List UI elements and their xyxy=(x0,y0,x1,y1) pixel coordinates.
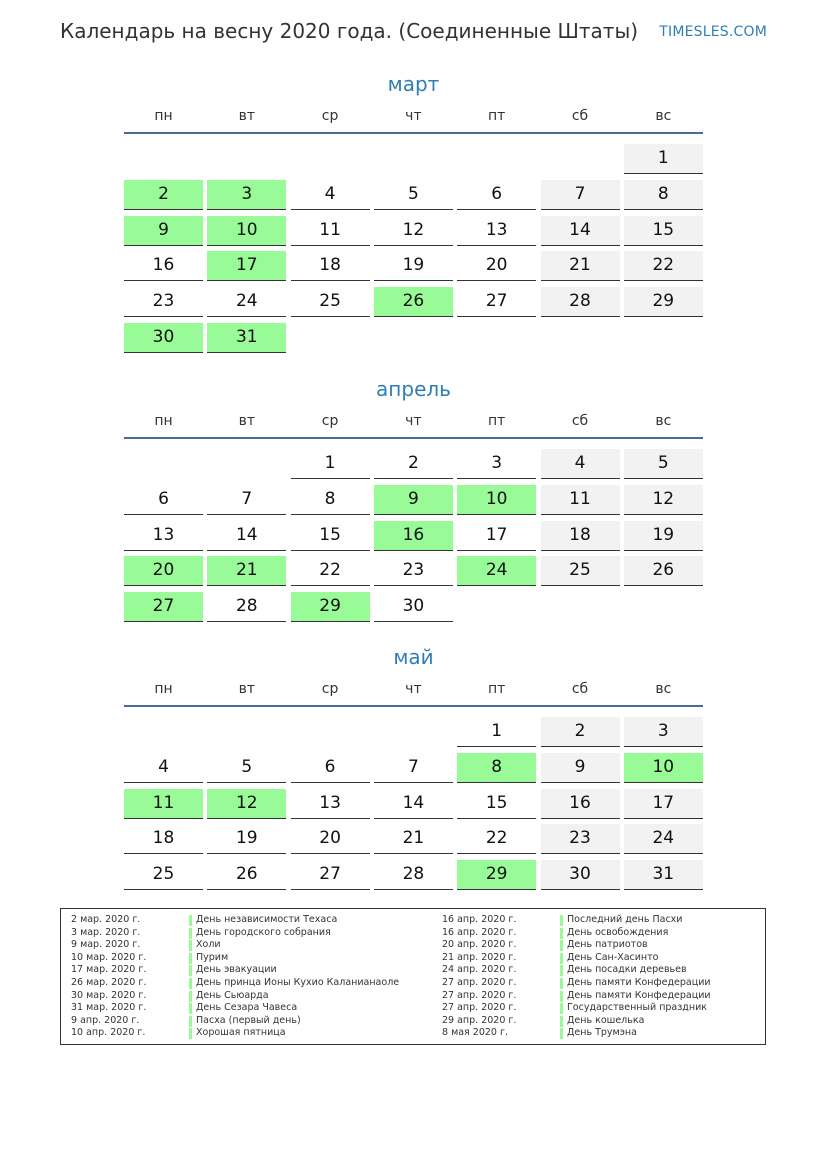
weekday-label: чт xyxy=(405,681,422,697)
day-cell[interactable]: 4 xyxy=(124,753,203,783)
day-cell[interactable]: 5 xyxy=(374,180,453,210)
day-cell[interactable]: 15 xyxy=(291,521,370,551)
weekday-label: пт xyxy=(488,108,506,124)
day-cell[interactable]: 12 xyxy=(207,789,286,819)
weekday-label: чт xyxy=(405,413,422,429)
day-cell[interactable]: 21 xyxy=(207,556,286,586)
weekday-label: вс xyxy=(655,681,672,697)
day-cell[interactable]: 18 xyxy=(541,521,620,551)
weekday-label: пн xyxy=(154,681,173,697)
holiday-row xyxy=(71,939,411,952)
day-cell[interactable]: 25 xyxy=(291,287,370,317)
day-cell[interactable]: 1 xyxy=(291,449,370,479)
holiday-marker xyxy=(560,1028,563,1039)
holiday-row xyxy=(71,1027,411,1040)
day-cell[interactable]: 7 xyxy=(374,753,453,783)
holiday-row xyxy=(442,990,762,1003)
day-cell[interactable]: 16 xyxy=(124,251,203,281)
weekday-label: вс xyxy=(655,108,672,124)
day-cell[interactable]: 23 xyxy=(124,287,203,317)
day-cell[interactable]: 7 xyxy=(541,180,620,210)
month-name: апрель xyxy=(376,377,451,401)
holiday-date: 17 мар. 2020 г. xyxy=(71,964,147,976)
day-cell[interactable]: 6 xyxy=(291,753,370,783)
holiday-marker xyxy=(189,1028,192,1039)
day-cell[interactable]: 11 xyxy=(291,216,370,246)
holiday-marker xyxy=(560,991,563,1002)
day-cell[interactable]: 29 xyxy=(291,592,370,622)
day-cell[interactable]: 23 xyxy=(541,824,620,854)
holiday-row xyxy=(442,927,762,940)
day-cell[interactable]: 14 xyxy=(207,521,286,551)
page-title: Календарь на весну 2020 года. (Соединенные Штаты) xyxy=(60,19,639,43)
holiday-marker xyxy=(560,953,563,964)
holiday-row xyxy=(71,990,411,1003)
holiday-date: 10 мар. 2020 г. xyxy=(71,951,147,963)
holiday-name: Хорошая пятница xyxy=(196,1027,286,1039)
day-cell[interactable]: 19 xyxy=(374,251,453,281)
holiday-date: 30 мар. 2020 г. xyxy=(71,989,147,1001)
holiday-name: День Сан-Хасинто xyxy=(567,951,659,963)
day-cell[interactable]: 28 xyxy=(374,860,453,890)
day-cell[interactable]: 17 xyxy=(624,789,703,819)
day-cell[interactable]: 9 xyxy=(124,216,203,246)
holiday-row xyxy=(442,964,762,977)
holiday-date: 9 мар. 2020 г. xyxy=(71,939,141,951)
holiday-date: 16 апр. 2020 г. xyxy=(442,914,517,925)
weekday-label: ср xyxy=(321,681,339,697)
holiday-name: День патриотов xyxy=(567,939,648,951)
holiday-name: Пурим xyxy=(196,951,229,963)
holiday-date: 10 апр. 2020 г. xyxy=(71,1027,146,1039)
day-cell[interactable]: 28 xyxy=(207,592,286,622)
day-cell[interactable]: 12 xyxy=(624,485,703,515)
day-cell[interactable]: 26 xyxy=(207,860,286,890)
day-cell[interactable]: 18 xyxy=(291,251,370,281)
day-cell[interactable]: 1 xyxy=(457,717,536,747)
holiday-date: 9 апр. 2020 г. xyxy=(71,1014,140,1026)
day-cell[interactable]: 3 xyxy=(624,717,703,747)
day-cell[interactable]: 9 xyxy=(541,753,620,783)
holiday-date: 29 апр. 2020 г. xyxy=(442,1014,517,1026)
holiday-list-right xyxy=(442,914,762,1040)
day-cell[interactable]: 1 xyxy=(624,144,703,174)
month-1 xyxy=(124,72,703,347)
holiday-marker xyxy=(560,928,563,939)
day-cell[interactable]: 19 xyxy=(624,521,703,551)
day-cell[interactable]: 30 xyxy=(541,860,620,890)
weekday-label: вт xyxy=(238,108,255,124)
day-cell[interactable]: 20 xyxy=(124,556,203,586)
day-cell[interactable]: 8 xyxy=(291,485,370,515)
day-cell[interactable]: 22 xyxy=(457,824,536,854)
holiday-marker xyxy=(189,1016,192,1027)
holiday-name: День посадки деревьев xyxy=(567,964,687,976)
day-cell[interactable]: 29 xyxy=(624,287,703,317)
header-divider xyxy=(124,437,703,439)
day-cell[interactable]: 16 xyxy=(374,521,453,551)
site-brand-link[interactable]: TIMESLES.COM xyxy=(659,24,767,40)
holiday-name: Холи xyxy=(196,939,221,951)
holiday-name: День освобождения xyxy=(567,926,669,938)
day-cell[interactable]: 10 xyxy=(457,485,536,515)
day-cell[interactable]: 11 xyxy=(124,789,203,819)
holiday-marker xyxy=(189,991,192,1002)
day-cell[interactable]: 2 xyxy=(541,717,620,747)
holiday-marker xyxy=(560,978,563,989)
holiday-date: 27 апр. 2020 г. xyxy=(442,1002,517,1014)
holiday-row xyxy=(71,1015,411,1028)
day-cell[interactable]: 2 xyxy=(124,180,203,210)
weekday-label: ср xyxy=(321,108,339,124)
holiday-marker xyxy=(560,1003,563,1014)
day-cell[interactable]: 11 xyxy=(541,485,620,515)
holiday-date: 26 мар. 2020 г. xyxy=(71,976,147,988)
day-cell[interactable]: 20 xyxy=(291,824,370,854)
day-cell[interactable]: 8 xyxy=(624,180,703,210)
holiday-name: День памяти Конфедерации xyxy=(567,989,711,1001)
day-cell[interactable]: 16 xyxy=(541,789,620,819)
day-cell[interactable]: 27 xyxy=(457,287,536,317)
header-divider xyxy=(124,705,703,707)
holiday-date: 3 мар. 2020 г. xyxy=(71,926,141,938)
day-cell[interactable]: 14 xyxy=(541,216,620,246)
holiday-row xyxy=(71,914,411,927)
weekday-label: пн xyxy=(154,108,173,124)
day-cell[interactable]: 31 xyxy=(207,323,286,353)
day-cell[interactable]: 17 xyxy=(207,251,286,281)
day-cell[interactable]: 25 xyxy=(124,860,203,890)
day-cell[interactable]: 26 xyxy=(374,287,453,317)
day-cell[interactable]: 29 xyxy=(457,860,536,890)
day-cell[interactable]: 22 xyxy=(624,251,703,281)
day-cell[interactable]: 10 xyxy=(207,216,286,246)
day-cell[interactable]: 5 xyxy=(624,449,703,479)
month-name: март xyxy=(387,72,440,96)
holiday-marker xyxy=(560,965,563,976)
day-cell[interactable]: 30 xyxy=(374,592,453,622)
day-cell[interactable]: 13 xyxy=(457,216,536,246)
day-cell[interactable]: 13 xyxy=(124,521,203,551)
day-cell[interactable]: 2 xyxy=(374,449,453,479)
holiday-name: День городского собрания xyxy=(196,926,331,938)
weekday-header xyxy=(124,413,703,433)
day-cell[interactable]: 23 xyxy=(374,556,453,586)
day-cell[interactable]: 6 xyxy=(457,180,536,210)
day-cell[interactable]: 12 xyxy=(374,216,453,246)
holiday-marker xyxy=(560,1016,563,1027)
holiday-row xyxy=(71,964,411,977)
day-cell[interactable]: 30 xyxy=(124,323,203,353)
day-cell[interactable]: 15 xyxy=(457,789,536,819)
holiday-row xyxy=(442,939,762,952)
weekday-label: чт xyxy=(405,108,422,124)
holiday-name: Государственный праздник xyxy=(567,1002,707,1014)
holiday-marker xyxy=(189,978,192,989)
holiday-row xyxy=(442,1027,762,1040)
holiday-date: 20 апр. 2020 г. xyxy=(442,939,517,951)
holiday-list xyxy=(60,908,766,1045)
day-cell[interactable]: 27 xyxy=(291,860,370,890)
day-cell[interactable]: 18 xyxy=(124,824,203,854)
weekday-label: пн xyxy=(154,413,173,429)
holiday-name: День кошелька xyxy=(567,1014,645,1026)
holiday-marker xyxy=(560,915,563,926)
holiday-name: День Трумэна xyxy=(567,1027,637,1039)
day-cell[interactable]: 25 xyxy=(541,556,620,586)
day-cell[interactable]: 31 xyxy=(624,860,703,890)
holiday-row xyxy=(71,927,411,940)
day-cell[interactable]: 13 xyxy=(291,789,370,819)
day-cell[interactable]: 10 xyxy=(624,753,703,783)
holiday-date: 27 апр. 2020 г. xyxy=(442,989,517,1001)
holiday-marker xyxy=(189,940,192,951)
holiday-name: Пасха (первый день) xyxy=(196,1014,301,1026)
weekday-label: сб xyxy=(571,413,589,429)
weekday-label: пт xyxy=(488,681,506,697)
holiday-name: День Сезара Чавеса xyxy=(196,1002,298,1014)
day-cell[interactable]: 6 xyxy=(124,485,203,515)
day-cell[interactable]: 21 xyxy=(541,251,620,281)
day-cell[interactable]: 24 xyxy=(624,824,703,854)
day-cell[interactable]: 21 xyxy=(374,824,453,854)
weekday-label: вт xyxy=(238,681,255,697)
holiday-marker xyxy=(189,953,192,964)
holiday-date: 21 апр. 2020 г. xyxy=(442,951,517,963)
month-2 xyxy=(124,377,703,637)
holiday-row xyxy=(442,1002,762,1015)
month-3 xyxy=(124,645,703,905)
day-cell[interactable]: 8 xyxy=(457,753,536,783)
header-divider xyxy=(124,132,703,134)
holiday-marker xyxy=(189,1003,192,1014)
holiday-row xyxy=(71,977,411,990)
day-cell[interactable]: 24 xyxy=(207,287,286,317)
holiday-date: 24 апр. 2020 г. xyxy=(442,964,517,976)
holiday-date: 2 мар. 2020 г. xyxy=(71,914,141,925)
weekday-label: ср xyxy=(321,413,339,429)
day-cell[interactable]: 19 xyxy=(207,824,286,854)
day-cell[interactable]: 3 xyxy=(457,449,536,479)
holiday-marker xyxy=(189,915,192,926)
holiday-date: 31 мар. 2020 г. xyxy=(71,1002,147,1014)
weekday-label: вт xyxy=(238,413,255,429)
day-cell[interactable]: 26 xyxy=(624,556,703,586)
day-cell[interactable]: 7 xyxy=(207,485,286,515)
month-name: май xyxy=(393,645,434,669)
holiday-name: Последний день Пасхи xyxy=(567,914,683,925)
holiday-list-left xyxy=(71,914,411,1040)
holiday-name: День независимости Техаса xyxy=(196,914,338,925)
holiday-row xyxy=(71,952,411,965)
day-cell[interactable]: 27 xyxy=(124,592,203,622)
holiday-row xyxy=(442,914,762,927)
day-cell[interactable]: 17 xyxy=(457,521,536,551)
holiday-row xyxy=(442,1015,762,1028)
holiday-row xyxy=(442,977,762,990)
day-cell[interactable]: 4 xyxy=(541,449,620,479)
holiday-date: 27 апр. 2020 г. xyxy=(442,976,517,988)
holiday-date: 16 апр. 2020 г. xyxy=(442,926,517,938)
day-cell[interactable]: 4 xyxy=(291,180,370,210)
weekday-label: пт xyxy=(488,413,506,429)
day-cell[interactable]: 20 xyxy=(457,251,536,281)
day-cell[interactable]: 28 xyxy=(541,287,620,317)
day-cell[interactable]: 3 xyxy=(207,180,286,210)
holiday-marker xyxy=(189,965,192,976)
holiday-marker xyxy=(560,940,563,951)
day-cell[interactable]: 14 xyxy=(374,789,453,819)
day-cell[interactable]: 24 xyxy=(457,556,536,586)
holiday-name: День Сьюарда xyxy=(196,989,269,1001)
weekday-header xyxy=(124,108,703,128)
holiday-name: День принца Ионы Кухио Каланианаоле xyxy=(196,976,400,988)
holiday-row xyxy=(442,952,762,965)
holiday-name: День эвакуации xyxy=(196,964,277,976)
day-cell[interactable]: 9 xyxy=(374,485,453,515)
holiday-name: День памяти Конфедерации xyxy=(567,976,711,988)
weekday-label: вс xyxy=(655,413,672,429)
day-cell[interactable]: 15 xyxy=(624,216,703,246)
holiday-row xyxy=(71,1002,411,1015)
weekday-header xyxy=(124,681,703,701)
holiday-date: 8 мая 2020 г. xyxy=(442,1027,508,1039)
holiday-marker xyxy=(189,928,192,939)
weekday-label: сб xyxy=(571,681,589,697)
day-cell[interactable]: 22 xyxy=(291,556,370,586)
day-cell[interactable]: 5 xyxy=(207,753,286,783)
weekday-label: сб xyxy=(571,108,589,124)
